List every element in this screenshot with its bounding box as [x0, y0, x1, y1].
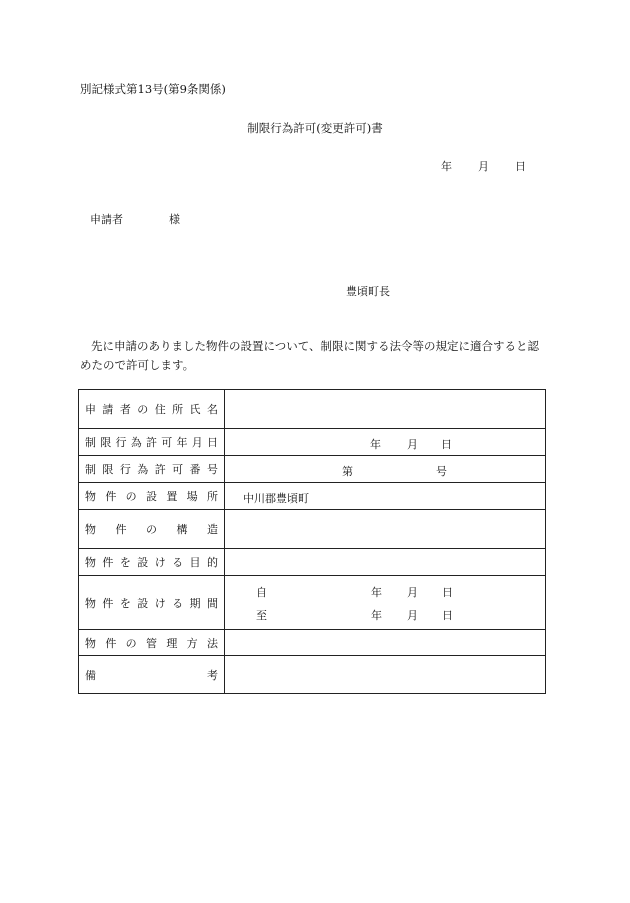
spread-label — [85, 434, 218, 450]
label-char: 的 — [206, 556, 218, 569]
table-row — [79, 456, 546, 483]
table-row — [79, 390, 546, 429]
label-char: 可 — [161, 436, 173, 449]
label-char: 件 — [102, 556, 114, 569]
table-row — [79, 483, 546, 510]
structure-field[interactable] — [225, 510, 546, 549]
body-text: 先に申請のありました物件の設置について、制限に関する法令等の規定に適合すると認めたので許可します。 — [80, 339, 540, 372]
spread-label — [85, 461, 218, 477]
period-to-label: 至 — [256, 609, 267, 622]
issuer-name: 豊頃町長 — [346, 285, 390, 298]
label-char: 氏 — [189, 403, 201, 416]
label-char: 行 — [115, 436, 127, 449]
label-char: の — [137, 403, 149, 416]
label-char: 設 — [137, 556, 149, 569]
label-char: 住 — [154, 403, 166, 416]
row-label — [79, 390, 225, 429]
label-char: 行 — [119, 463, 131, 476]
label-char: 番 — [189, 463, 201, 476]
row-label — [79, 456, 225, 483]
label-char: 期 — [189, 596, 201, 610]
table-row — [79, 576, 546, 630]
date-day-label: 日 — [515, 160, 526, 173]
permit-year-label: 年 — [370, 438, 381, 451]
date-year-label: 年 — [441, 160, 452, 173]
label-char: 管 — [145, 636, 157, 650]
permit-number-suffix: 号 — [436, 465, 447, 478]
spread-label — [85, 401, 218, 417]
permit-month-label: 月 — [407, 438, 418, 451]
label-char: 月 — [191, 436, 203, 449]
label-char: 為 — [137, 463, 149, 476]
table-row — [79, 510, 546, 549]
table-row — [79, 429, 546, 456]
spread-label — [85, 488, 218, 504]
label-char: の — [146, 523, 157, 536]
period-to-day: 日 — [442, 609, 453, 622]
applicant-label: 申請者 — [90, 213, 123, 226]
installation-period-field[interactable] — [225, 576, 546, 630]
label-char: 所 — [206, 490, 218, 503]
label-char: 件 — [115, 523, 127, 536]
label-char: 物 — [85, 636, 96, 650]
label-char: け — [154, 556, 166, 569]
installation-location-field[interactable] — [225, 483, 546, 510]
row-label — [79, 549, 225, 576]
date-month-label: 月 — [478, 160, 489, 173]
label-char: る — [172, 596, 184, 610]
permit-day-label: 日 — [441, 438, 452, 451]
applicant-line — [90, 211, 180, 227]
label-char: 所 — [172, 403, 184, 416]
label-char: 件 — [102, 596, 114, 610]
label-char: 設 — [145, 490, 157, 503]
label-char: 件 — [105, 490, 117, 503]
period-to-year: 年 — [371, 609, 382, 622]
label-char: る — [172, 556, 184, 569]
form-number: 別記様式第13号(第9条関係) — [80, 82, 226, 96]
label-char: 申 — [85, 403, 96, 416]
label-char: け — [154, 596, 166, 610]
label-char: 許 — [146, 436, 157, 449]
label-char: 許 — [154, 463, 166, 476]
label-char: 間 — [206, 596, 218, 610]
label-char: 物 — [85, 596, 96, 610]
issue-date-line — [441, 158, 526, 174]
spread-label — [85, 635, 218, 651]
label-char: 者 — [119, 403, 131, 416]
label-char: 場 — [186, 490, 198, 503]
row-label — [79, 429, 225, 456]
table-row — [79, 549, 546, 576]
label-char: 制 — [85, 436, 96, 449]
permit-table — [78, 389, 546, 694]
permit-date-field[interactable] — [225, 429, 546, 456]
installation-location-value: 中川郡豊頃町 — [243, 492, 309, 505]
label-char: 目 — [189, 556, 201, 569]
label-char: 為 — [130, 436, 142, 449]
label-char: 理 — [166, 636, 178, 650]
remarks-field[interactable] — [225, 656, 546, 694]
applicant-address-name-field[interactable] — [225, 390, 546, 429]
label-char: を — [119, 556, 131, 569]
label-char: 備 — [85, 668, 96, 682]
spread-label — [85, 595, 218, 611]
row-label — [79, 510, 225, 549]
label-char: を — [119, 596, 131, 610]
document-title: 制限行為許可(変更許可)書 — [247, 121, 383, 135]
label-char: 限 — [102, 463, 114, 476]
label-char: の — [125, 490, 137, 503]
row-label — [79, 576, 225, 630]
label-char: 請 — [102, 403, 114, 416]
label-char: 設 — [137, 596, 149, 610]
spread-label — [85, 554, 218, 570]
row-label — [79, 483, 225, 510]
applicant-honorific: 様 — [169, 213, 180, 226]
label-char: 号 — [206, 463, 218, 476]
period-from-year: 年 — [371, 586, 382, 599]
permit-number-prefix: 第 — [342, 465, 353, 478]
period-from-label: 自 — [256, 586, 267, 599]
label-char: 日 — [207, 436, 218, 449]
spread-label — [85, 667, 218, 683]
label-char: 方 — [186, 636, 198, 650]
period-from-month: 月 — [407, 586, 418, 599]
purpose-field[interactable] — [225, 549, 546, 576]
period-from-day: 日 — [442, 586, 453, 599]
label-char: 名 — [206, 403, 218, 416]
table-row — [79, 630, 546, 656]
label-char: 置 — [166, 490, 178, 503]
row-label — [79, 630, 225, 656]
label-char: 構 — [176, 523, 188, 536]
table-row — [79, 656, 546, 694]
label-char: の — [125, 636, 137, 650]
label-char: 件 — [105, 636, 117, 650]
label-char: 可 — [172, 463, 184, 476]
spread-label — [85, 521, 218, 537]
label-char: 考 — [207, 668, 218, 682]
period-to-month: 月 — [407, 609, 418, 622]
label-char: 物 — [85, 556, 96, 569]
label-char: 物 — [85, 523, 96, 536]
label-char: 造 — [207, 523, 218, 536]
management-method-field[interactable] — [225, 630, 546, 656]
label-char: 限 — [100, 436, 112, 449]
label-char: 法 — [206, 636, 218, 650]
permit-number-field[interactable] — [225, 456, 546, 483]
label-char: 制 — [85, 463, 96, 476]
row-label — [79, 656, 225, 694]
label-char: 物 — [85, 490, 96, 503]
label-char: 年 — [176, 436, 188, 449]
